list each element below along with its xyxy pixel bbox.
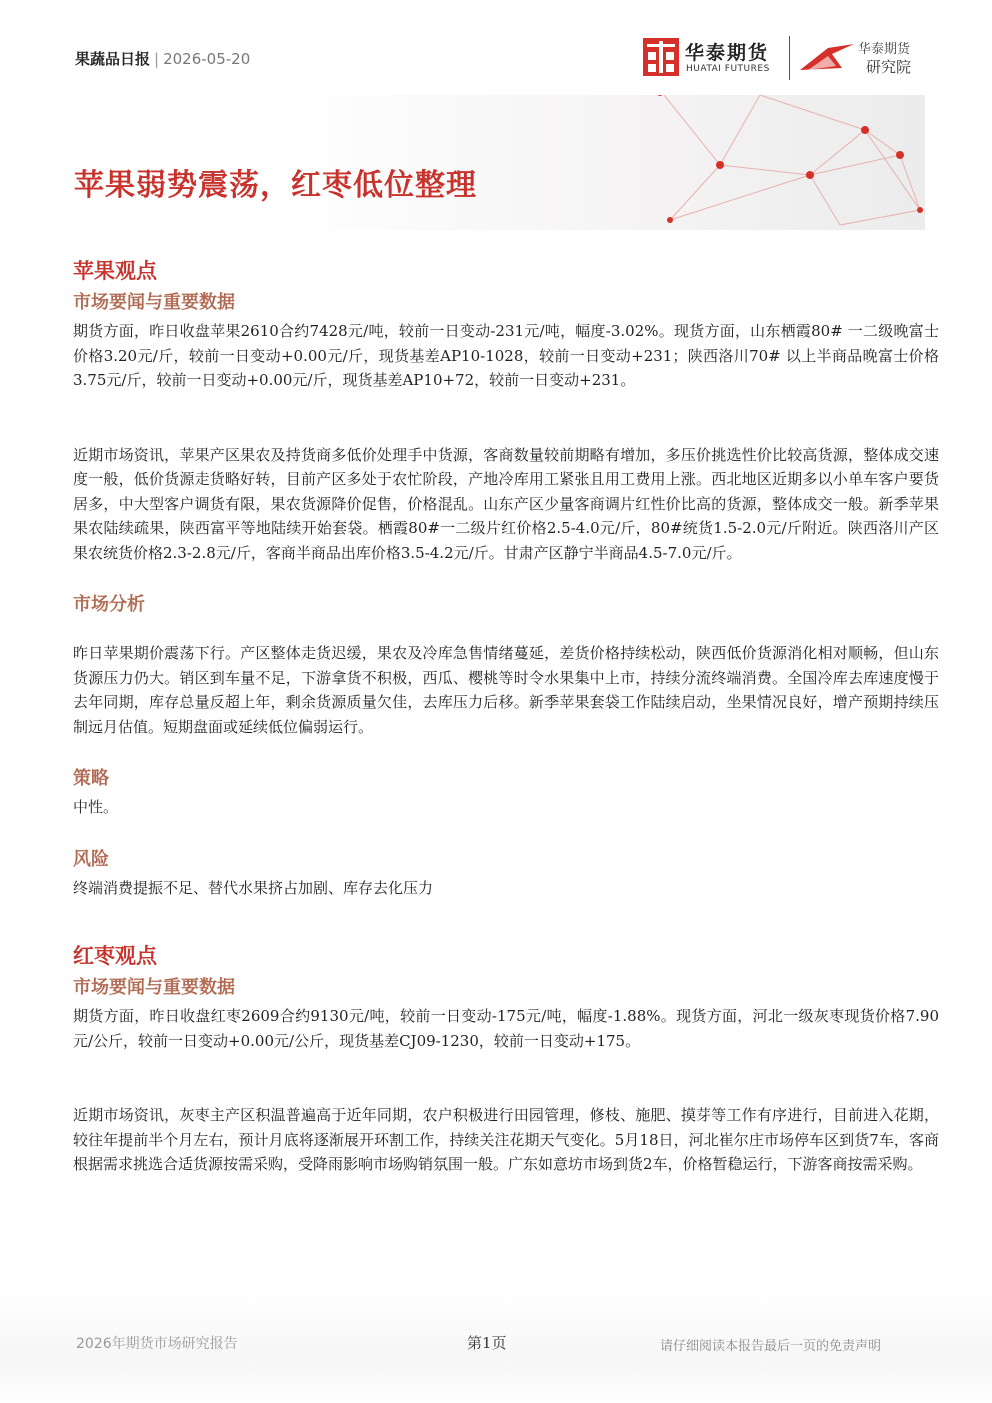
- huatai-logo-icon: [643, 38, 679, 76]
- apple-news-heading: 市场要闻与重要数据: [73, 292, 235, 313]
- apple-strategy-heading: 策略: [73, 768, 109, 789]
- report-body: [73, 255, 939, 1177]
- report-title: 苹果弱势震荡，红枣低位整理: [74, 168, 477, 203]
- research-institute-logo: [798, 36, 928, 80]
- apple-strategy-text: 中性。: [73, 798, 119, 816]
- institute-logo-icon: [798, 40, 856, 76]
- apple-section: [73, 255, 939, 900]
- footer-report-name: 2026年期货市场研究报告: [76, 1336, 238, 1352]
- report-type: 果蔬品日报: [75, 50, 151, 68]
- apple-risk-heading: 风险: [73, 848, 109, 870]
- apple-risk-text: 终端消费提振不足、替代水果挤占加剧、库存去化压力: [73, 878, 434, 897]
- page-number: 第1页: [467, 1334, 507, 1352]
- page-header: [0, 0, 992, 235]
- disclaimer-note: 请仔细阅读本报告最后一页的免责声明: [660, 1339, 882, 1354]
- institute-line1: 华泰期货: [858, 42, 911, 57]
- report-date: 2026-05-20: [163, 50, 251, 68]
- jujube-heading: 红枣观点: [73, 944, 157, 968]
- report-type-date: [75, 48, 250, 69]
- apple-heading: 苹果观点: [73, 259, 157, 283]
- apple-analysis-paragraph: 昨日苹果期价震荡下行。产区整体走货迟缓，果农及冷库急售情绪蔓延，差货价格持续松动，陕西低价货源消化相对顺畅，但山东货源压力仍大。销区到车量不足，下游拿货不积极，西瓜、樱桃等时令水果集中上市，持续分流终端消费。全国冷库去库速度慢于去年同期，库存总量反超上年，剩余货源质量欠佳，去库压力后移。新季苹果套袋工作陆续启动，坐果情况良好，增产预期持续压制远月估值。短期盘面或延续低位偏弱运行。: [73, 644, 939, 736]
- jujube-news-paragraph-2: 近期市场资讯，灰枣主产区积温普遍高于近年同期，农户积极进行田园管理，修枝、施肥、摸芽等工作有序进行，目前进入花期，较往年提前半个月左右，预计月底将逐渐展开环割工作，持续关注花期天气变化。5月18日，河北崔尔庄市场停车区到货7车，客商根据需求挑选合适货源按需采购，受降雨影响市场购销氛围一般。广东如意坊市场到货2车，价格暂稳运行，下游客商按需采购。: [73, 1106, 939, 1173]
- logo-en: HUATAI FUTURES: [686, 64, 770, 74]
- apple-news-paragraph-1: 期货方面，昨日收盘苹果2610合约7428元/吨，较前一日变动-231元/吨，幅度-3.02%。现货方面，山东栖霞80# 一二级晚富士价格3.20元/斤，较前一日变动+0.00元/斤，现货基差AP10-1028，较前一日变动+231；陕西洛川70# 以上半商品晚富士价格3.75元/斤，较前一日变动+0.00元/斤，现货基差AP10+72，较前一日变动+231。: [73, 322, 939, 389]
- logo-divider: [789, 36, 790, 80]
- jujube-news-heading: 市场要闻与重要数据: [73, 977, 235, 998]
- network-decoration: [560, 95, 925, 230]
- apple-news-paragraph-2: 近期市场资讯，苹果产区果农及持货商多低价处理手中货源，客商数量较前期略有增加，多压价挑选性价比较高货源，整体成交速度一般，低价货源走货略好转，目前产区多处于农忙阶段，产地冷库用工紧张且用工费用上涨。西北地区近期多以小单车客户要货居多，中大型客户调货有限，果农货源降价促售，价格混乱。山东产区少量客商调片红性价比高的货源，整体成交一般。新季苹果果农陆续疏果，陕西富平等地陆续开始套袋。栖霞80#一二级片红价格2.5-4.0元/斤，80#统货1.5-2.0元/斤附近。陕西洛川产区果农统货价格2.3-2.8元/斤，客商半商品出库价格3.5-4.2元/斤。甘肃产区静宁半商品4.5-7.0元/斤。: [73, 445, 939, 562]
- jujube-news-paragraph-1: 期货方面，昨日收盘红枣2609合约9130元/吨，较前一日变动-175元/吨，幅度-1.88%。现货方面，河北一级灰枣现货价格7.90元/公斤，较前一日变动+0.00元/公斤，现货基差CJ09-1230，较前一日变动+175。: [73, 1007, 939, 1050]
- separator: |: [154, 50, 160, 68]
- apple-analysis-heading: 市场分析: [73, 594, 145, 615]
- logo-cn: 华泰期货: [685, 42, 770, 64]
- huatai-logo: [643, 38, 783, 82]
- institute-line2: 研究院: [866, 58, 912, 76]
- jujube-section: [73, 940, 939, 1177]
